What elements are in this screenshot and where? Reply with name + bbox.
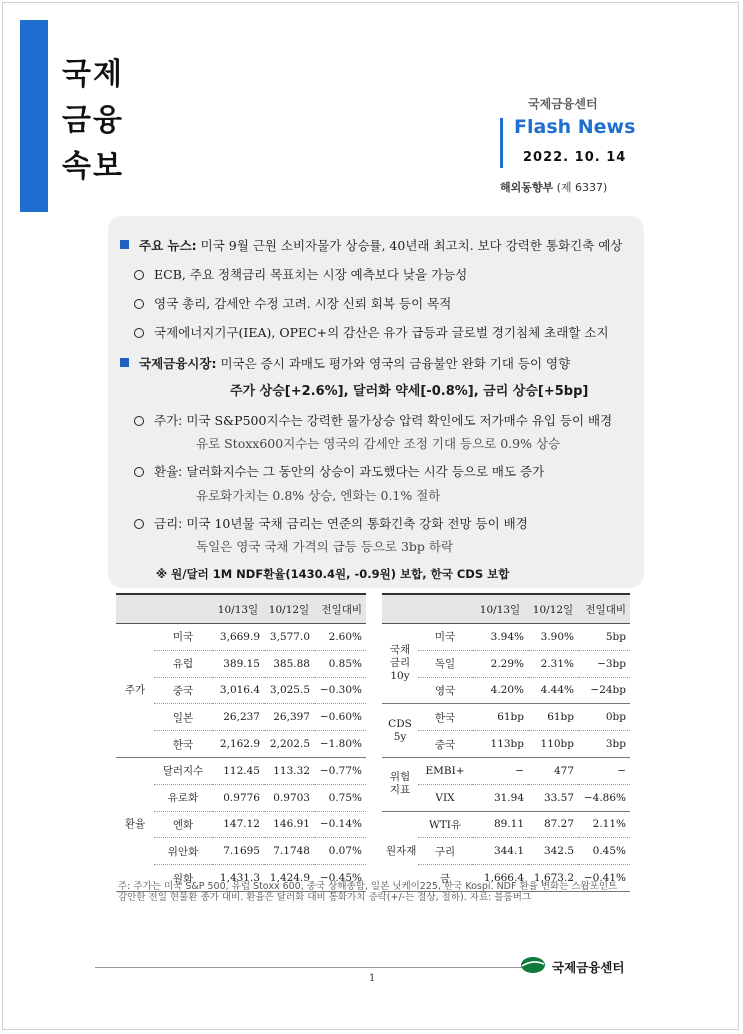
page-number: 1 [369, 973, 376, 984]
table-row [382, 704, 630, 731]
market-item [134, 514, 528, 532]
cell-value: 385.88 [264, 650, 314, 677]
footnote-line: 감안한 전일 현물환 종가 대비. 환율은 달러화 대비 통화가치 증락(+/-는 절상, 절하). 자료: 블룸버그 [118, 892, 532, 903]
circle-bullet-icon [134, 467, 144, 477]
row-label: 구리 [418, 838, 472, 865]
table-row [382, 624, 630, 651]
row-label: 유로화 [154, 784, 212, 811]
cell-value: 61bp [528, 704, 578, 731]
market-label: 국제금융시장: [139, 356, 217, 371]
cell-value: 2.31% [528, 650, 578, 677]
news-item-text: ECB, 주요 정책금리 목표치는 시장 예측보다 낮을 가능성 [154, 267, 468, 282]
cell-value: 0.85% [314, 650, 366, 677]
market-item-text: 미국 10년물 국채 금리는 연준의 통화긴축 강화 전망 등이 배경 [186, 516, 528, 531]
cell-value: − [578, 757, 630, 784]
row-label: 일본 [154, 704, 212, 731]
column-header: 10/13일 [212, 595, 264, 624]
group-label: 국채 금리 10y [382, 624, 418, 704]
table-row [116, 784, 366, 811]
header-row [382, 595, 630, 624]
row-label: 유럽 [154, 650, 212, 677]
title-line-2: 금융 [62, 103, 124, 138]
row-label: 금 [418, 865, 472, 892]
market-item-text: 미국 S&P500지수는 강력한 물가상승 압력 확인에도 저가매수 유입 등이 배경 [186, 413, 613, 428]
row-label: 독일 [418, 650, 472, 677]
market-item-label: 금리: [154, 516, 183, 531]
news-headline-line [120, 236, 622, 254]
market-item-sub: 유로화가치는 0.8% 상승, 엔화는 0.1% 절하 [196, 488, 441, 503]
group-label: CDS 5y [382, 704, 418, 758]
circle-bullet-icon [134, 328, 144, 338]
news-item-text: 국제에너지기구(IEA), OPEC+의 감산은 유가 급등과 글로벌 경기침체 초래할 소지 [154, 325, 609, 340]
table-row [382, 811, 630, 838]
cell-value: 3,577.0 [264, 624, 314, 651]
kcif-logo-icon [520, 955, 546, 975]
cell-value: 0.75% [314, 784, 366, 811]
cell-value: 3.94% [472, 624, 528, 651]
cell-value: 113bp [472, 731, 528, 758]
cell-value: 110bp [528, 731, 578, 758]
cell-value: − [472, 757, 528, 784]
title-accent-bar [20, 20, 48, 212]
cell-value: −1.80% [314, 731, 366, 758]
group-label: 환율 [116, 757, 154, 891]
dept-name: 해외동향부 [500, 181, 554, 194]
news-item [134, 323, 609, 341]
row-label: 중국 [418, 731, 472, 758]
footer-rule [95, 967, 535, 968]
circle-bullet-icon [134, 270, 144, 280]
cell-value: 0.45% [578, 838, 630, 865]
cell-value: 2.60% [314, 624, 366, 651]
cell-value: −0.41% [578, 865, 630, 892]
cell-value: 7.1748 [264, 838, 314, 865]
cell-value: 26,397 [264, 704, 314, 731]
logo-text: 국제금융센터 [552, 960, 625, 975]
table-row [382, 757, 630, 784]
cell-value: 2.29% [472, 650, 528, 677]
ndf-note: ※ 원/달러 1M NDF환율(1430.4원, -0.9원) 보합, 한국 CDS 보합 [156, 567, 510, 581]
table-row [382, 784, 630, 811]
news-label: 주요 뉴스: [139, 238, 197, 253]
row-label: 위안화 [154, 838, 212, 865]
column-header [116, 595, 154, 624]
cell-value: 1,424.9 [264, 865, 314, 892]
cell-value: 0.9776 [212, 784, 264, 811]
table-row [382, 677, 630, 704]
row-label: WTI유 [418, 811, 472, 838]
issue-info [500, 179, 607, 195]
cell-value: 4.20% [472, 677, 528, 704]
cell-value: 3,669.9 [212, 624, 264, 651]
cell-value: 4.44% [528, 677, 578, 704]
circle-bullet-icon [134, 299, 144, 309]
cell-value: −0.30% [314, 677, 366, 704]
column-header: 전일대비 [578, 595, 630, 624]
table-row [116, 838, 366, 865]
row-label: 영국 [418, 677, 472, 704]
table-row [116, 650, 366, 677]
group-label: 위험 지표 [382, 757, 418, 811]
market-item [134, 462, 544, 480]
cell-value: 477 [528, 757, 578, 784]
column-header: 10/12일 [528, 595, 578, 624]
row-label: 달러지수 [154, 757, 212, 784]
cell-value: 3,025.5 [264, 677, 314, 704]
market-headline-line [120, 354, 570, 372]
title-line-1: 국제 [62, 57, 124, 92]
cell-value: 26,237 [212, 704, 264, 731]
org-name: 국제금융센터 [528, 97, 598, 111]
column-header: 10/13일 [472, 595, 528, 624]
report-date: 2022. 10. 14 [523, 150, 627, 165]
cell-value: 33.57 [528, 784, 578, 811]
market-item [134, 411, 612, 429]
column-header [418, 595, 472, 624]
footnote [118, 881, 638, 903]
footnote-line: 주: 주가는 미국 S&P 500, 유럽 Stoxx 600, 중국 상해종합, 일본 닛케이225, 한국 Kospi. NDF 환율 변화는 스왑포인트 [118, 881, 618, 892]
news-item-text: 영국 총리, 감세안 수정 고려. 시장 신뢰 회복 등이 목적 [154, 296, 452, 311]
cell-value: 3,016.4 [212, 677, 264, 704]
row-label: EMBI+ [418, 757, 472, 784]
square-bullet-icon [120, 358, 129, 367]
market-summary: 주가 상승[+2.6%], 달러화 약세[-0.8%], 금리 상승[+5bp] [230, 384, 589, 399]
column-header [382, 595, 418, 624]
cell-value: 0bp [578, 704, 630, 731]
market-headline: 미국은 증시 과매도 평가와 영국의 금융불안 완화 기대 등이 영향 [220, 356, 571, 371]
cell-value: 147.12 [212, 811, 264, 838]
table-row [382, 731, 630, 758]
group-label: 주가 [116, 624, 154, 758]
cell-value: 89.11 [472, 811, 528, 838]
table-row [116, 811, 366, 838]
circle-bullet-icon [134, 519, 144, 529]
news-item [134, 294, 451, 312]
table-row [116, 757, 366, 784]
table-row [116, 731, 366, 758]
cell-value: 113.32 [264, 757, 314, 784]
cell-value: 61bp [472, 704, 528, 731]
table-row [382, 650, 630, 677]
cell-value: 7.1695 [212, 838, 264, 865]
report-title [62, 52, 124, 190]
cell-value: 5bp [578, 624, 630, 651]
cell-value: −0.45% [314, 865, 366, 892]
square-bullet-icon [120, 240, 129, 249]
row-label: 미국 [418, 624, 472, 651]
cell-value: 0.07% [314, 838, 366, 865]
cell-value: 3.90% [528, 624, 578, 651]
news-item [134, 265, 467, 283]
news-headline: 미국 9월 근원 소비자물가 상승률, 40년래 최고치. 보다 강력한 통화긴축 예상 [200, 238, 623, 253]
cell-value: 1,666.4 [472, 865, 528, 892]
row-label: 원화 [154, 865, 212, 892]
row-label: 엔화 [154, 811, 212, 838]
market-item-sub: 유로 Stoxx600지수는 영국의 감세안 조정 기대 등으로 0.9% 상승 [196, 436, 561, 451]
market-item-label: 환율: [154, 464, 183, 479]
cell-value: 31.94 [472, 784, 528, 811]
cell-value: 1,673.2 [528, 865, 578, 892]
row-label: 중국 [154, 677, 212, 704]
cell-value: −24bp [578, 677, 630, 704]
row-label: 한국 [154, 731, 212, 758]
cell-value: −0.77% [314, 757, 366, 784]
cell-value: 2.11% [578, 811, 630, 838]
header-row [116, 595, 366, 624]
cell-value: 2,162.9 [212, 731, 264, 758]
circle-bullet-icon [134, 416, 144, 426]
table-row [116, 624, 366, 651]
row-label: VIX [418, 784, 472, 811]
market-item-sub: 독일은 영국 국채 가격의 급등 등으로 3bp 하락 [196, 539, 454, 554]
title-line-3: 속보 [62, 149, 124, 184]
product-name: Flash News [514, 116, 636, 138]
cell-value: 87.27 [528, 811, 578, 838]
market-item-text: 달러화지수는 그 동안의 상승이 과도했다는 시각 등으로 매도 증가 [186, 464, 545, 479]
cell-value: −0.14% [314, 811, 366, 838]
row-label: 한국 [418, 704, 472, 731]
cell-value: 342.5 [528, 838, 578, 865]
cell-value: 344.1 [472, 838, 528, 865]
header-divider [500, 118, 503, 168]
cell-value: 112.45 [212, 757, 264, 784]
cell-value: −3bp [578, 650, 630, 677]
table-row [116, 704, 366, 731]
cell-value: 146.91 [264, 811, 314, 838]
cell-value: −0.60% [314, 704, 366, 731]
cell-value: 2,202.5 [264, 731, 314, 758]
cell-value: 3bp [578, 731, 630, 758]
table-left [116, 595, 366, 892]
cell-value: −4.86% [578, 784, 630, 811]
cell-value: 389.15 [212, 650, 264, 677]
table-right [382, 595, 630, 892]
table-row [382, 838, 630, 865]
column-header: 10/12일 [264, 595, 314, 624]
issue-number: (제 6337) [556, 181, 608, 194]
table-row [116, 677, 366, 704]
group-label: 원자재 [382, 811, 418, 891]
row-label: 미국 [154, 624, 212, 651]
market-item-label: 주가: [154, 413, 183, 428]
column-header [154, 595, 212, 624]
column-header: 전일대비 [314, 595, 366, 624]
cell-value: 1,431.3 [212, 865, 264, 892]
cell-value: 0.9703 [264, 784, 314, 811]
